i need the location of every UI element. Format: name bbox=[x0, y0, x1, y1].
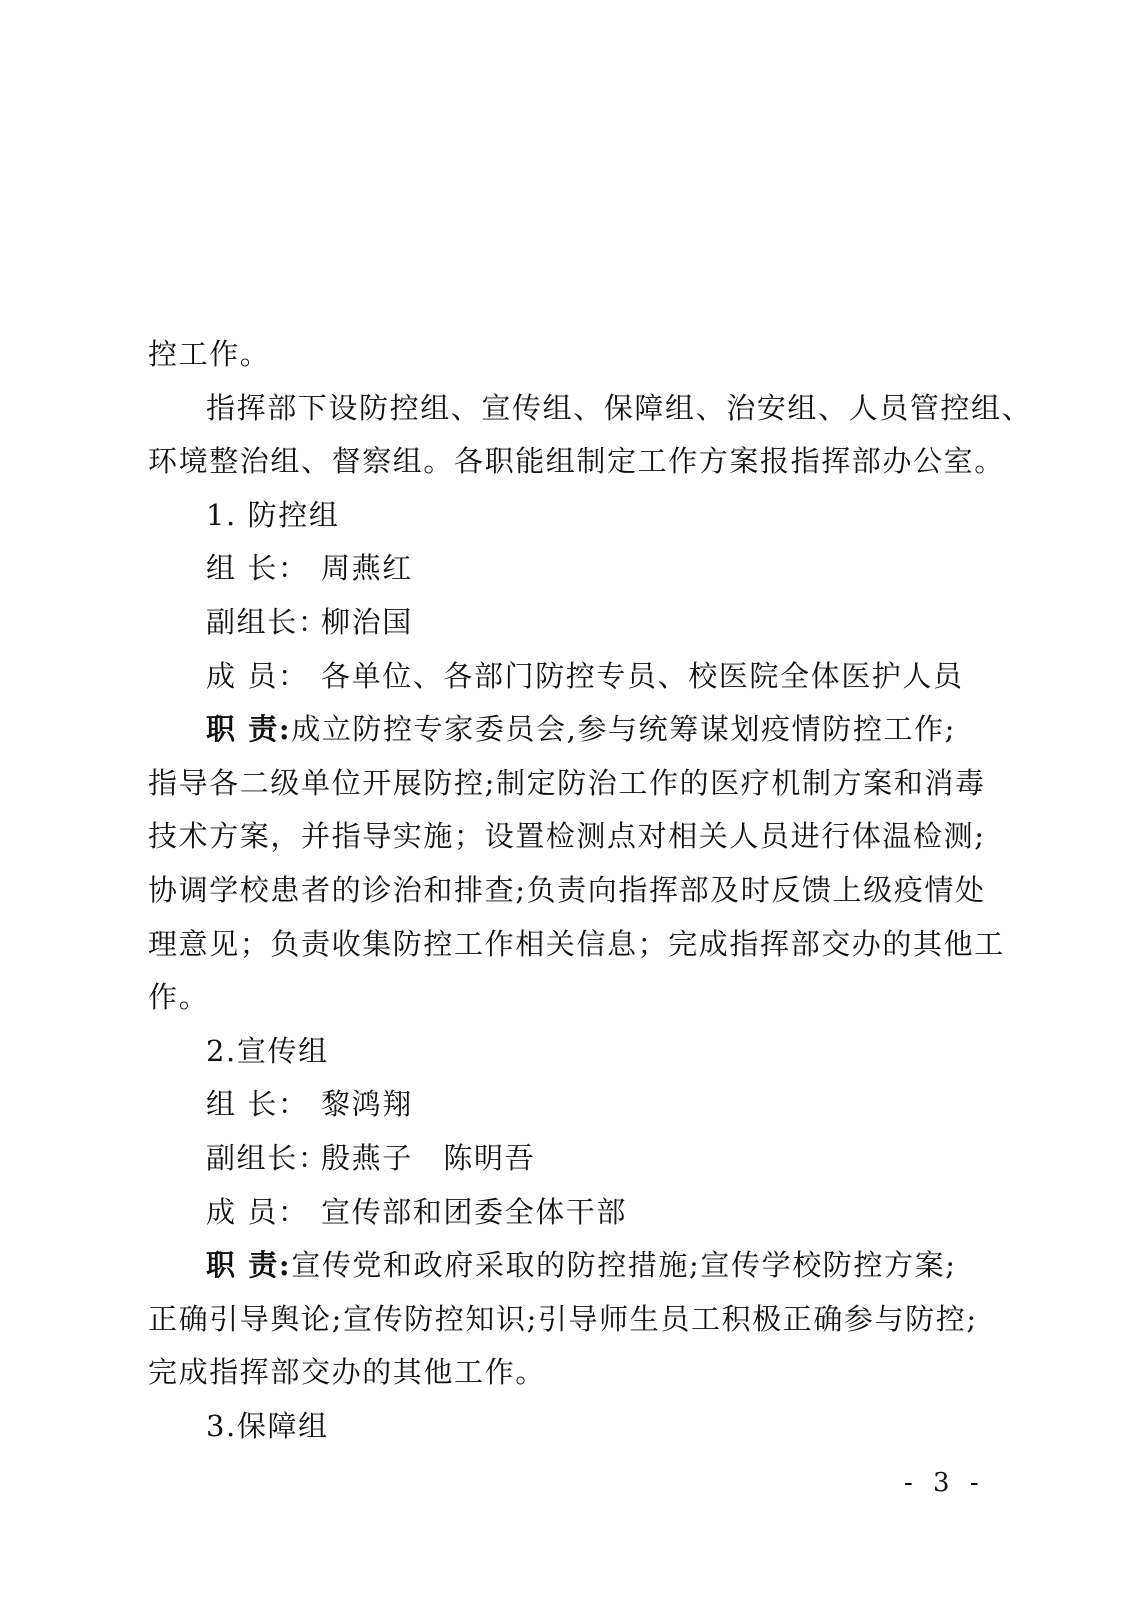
group-members-row bbox=[148, 650, 988, 704]
duty-text-line: 正确引导舆论;宣传防控知识;引导师生员工积极正确参与防控; bbox=[148, 1301, 978, 1336]
duty-text-line: 完成指挥部交办的其他工作。 bbox=[148, 1355, 546, 1390]
leader-label: 组 长： bbox=[206, 1087, 309, 1122]
leader-name: 黎鸿翔 bbox=[321, 1087, 413, 1122]
group-deputy-row bbox=[148, 1132, 988, 1186]
leader-label: 组 长： bbox=[206, 551, 309, 586]
group-members-row bbox=[148, 1186, 988, 1240]
leader-name: 周燕红 bbox=[321, 551, 413, 586]
deputy-label: 副组长： bbox=[206, 1140, 329, 1175]
group-heading: 2.宣传组 bbox=[206, 1033, 329, 1068]
deputy-name: 殷燕子 陈明吾 bbox=[321, 1140, 536, 1175]
duty-text-line: 理意见；负责收集防控工作相关信息；完成指挥部交办的其他工 bbox=[148, 926, 1005, 961]
duty-text-line: 技术方案，并指导实施；设置检测点对相关人员进行体温检测; bbox=[148, 819, 986, 854]
group-deputy-row bbox=[148, 596, 988, 650]
paragraph-intro-line-2: 环境整治组、督察组。各职能组制定工作方案报指挥部办公室。 bbox=[148, 444, 1005, 479]
duty-text: 宣传党和政府采取的防控措施;宣传学校防控方案; bbox=[291, 1248, 957, 1283]
duty-text: 成立防控专家委员会,参与统筹谋划疫情防控工作; bbox=[291, 712, 957, 747]
duty-text-line: 作。 bbox=[148, 980, 210, 1015]
group-heading: 3.保障组 bbox=[206, 1408, 329, 1443]
deputy-label: 副组长： bbox=[206, 604, 329, 639]
group-duty-row bbox=[148, 1239, 988, 1293]
members-label: 成 员： bbox=[206, 658, 309, 693]
duty-text-line: 协调学校患者的诊治和排查;负责向指挥部及时反馈上级疫情处 bbox=[148, 872, 986, 907]
duty-text-line: 指导各二级单位开展防控;制定防治工作的医疗机制方案和消毒 bbox=[148, 765, 986, 800]
members-value: 各单位、各部门防控专员、校医院全体医护人员 bbox=[321, 658, 964, 693]
paragraph-intro-line-1: 指挥部下设防控组、宣传组、保障组、治安组、人员管控组、 bbox=[206, 390, 1033, 425]
body-text bbox=[148, 328, 1033, 1453]
duty-label: 职 责: bbox=[206, 1248, 292, 1283]
members-label: 成 员： bbox=[206, 1194, 309, 1229]
group-leader-row bbox=[148, 1078, 988, 1132]
group-leader-row bbox=[148, 542, 988, 596]
paragraph-continuation: 控工作。 bbox=[148, 337, 271, 371]
group-duty-row bbox=[148, 703, 988, 757]
deputy-name: 柳治国 bbox=[321, 604, 413, 639]
page-number: - 3 - bbox=[904, 1468, 985, 1498]
members-value: 宣传部和团委全体干部 bbox=[321, 1194, 628, 1229]
group-heading: 1. 防控组 bbox=[206, 497, 340, 532]
duty-label: 职 责: bbox=[206, 712, 292, 747]
